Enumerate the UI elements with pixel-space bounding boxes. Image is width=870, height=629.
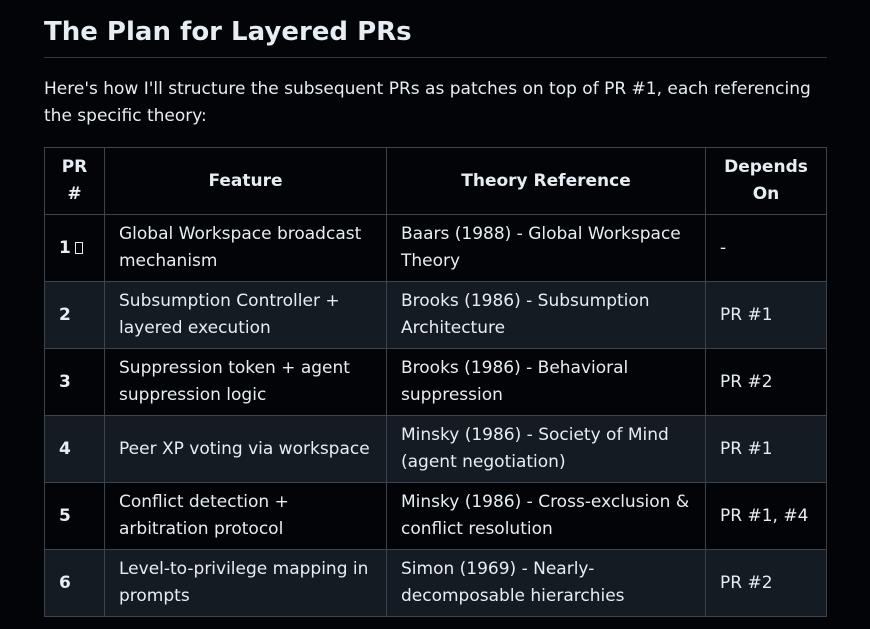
pr-number-cell: 6 bbox=[45, 550, 105, 617]
feature-cell: Global Workspace broadcast mechanism bbox=[105, 215, 387, 282]
pr-number: 1 bbox=[59, 237, 71, 258]
table-row bbox=[45, 215, 827, 282]
feature-cell: Conflict detection + arbitration protocol bbox=[105, 483, 387, 550]
table-row bbox=[45, 416, 827, 483]
depends-cell: - bbox=[706, 215, 827, 282]
depends-cell: PR #2 bbox=[706, 349, 827, 416]
depends-cell: PR #1 bbox=[706, 416, 827, 483]
header-feature: Feature bbox=[105, 148, 387, 215]
pr-number-cell: 2 bbox=[45, 282, 105, 349]
feature-cell: Level-to-privilege mapping in prompts bbox=[105, 550, 387, 617]
theory-cell: Brooks (1986) - Subsumption Architecture bbox=[387, 282, 706, 349]
pr-number-cell bbox=[45, 215, 105, 282]
table-row bbox=[45, 349, 827, 416]
feature-cell: Subsumption Controller + layered execution bbox=[105, 282, 387, 349]
header-theory-reference: Theory Reference bbox=[387, 148, 706, 215]
header-pr-number: PR # bbox=[45, 148, 105, 215]
table-row bbox=[45, 550, 827, 617]
intro-paragraph: Here's how I'll structure the subsequent PRs as patches on top of PR #1, each referencing the specific theory: bbox=[44, 79, 811, 126]
theory-cell: Simon (1969) - Nearly-decomposable hierarchies bbox=[387, 550, 706, 617]
table-row bbox=[45, 483, 827, 550]
theory-cell: Minsky (1986) - Society of Mind (agent negotiation) bbox=[387, 416, 706, 483]
feature-cell: Peer XP voting via workspace bbox=[105, 416, 387, 483]
feature-cell: Suppression token + agent suppression logic bbox=[105, 349, 387, 416]
table-header-row bbox=[45, 148, 827, 215]
depends-cell: PR #1, #4 bbox=[706, 483, 827, 550]
theory-cell: Brooks (1986) - Behavioral suppression bbox=[387, 349, 706, 416]
pr-plan-table bbox=[44, 147, 827, 617]
pr-number-cell: 3 bbox=[45, 349, 105, 416]
depends-cell: PR #1 bbox=[706, 282, 827, 349]
table-row bbox=[45, 282, 827, 349]
pr-number-cell: 4 bbox=[45, 416, 105, 483]
document-body bbox=[44, 0, 827, 617]
theory-cell: Minsky (1986) - Cross-exclusion & conflict resolution bbox=[387, 483, 706, 550]
pr-number-cell: 5 bbox=[45, 483, 105, 550]
theory-cell: Baars (1988) - Global Workspace Theory bbox=[387, 215, 706, 282]
depends-cell: PR #2 bbox=[706, 550, 827, 617]
page-title: The Plan for Layered PRs bbox=[44, 0, 827, 58]
header-depends-on: Depends On bbox=[706, 148, 827, 215]
missing-glyph-icon bbox=[75, 242, 83, 254]
